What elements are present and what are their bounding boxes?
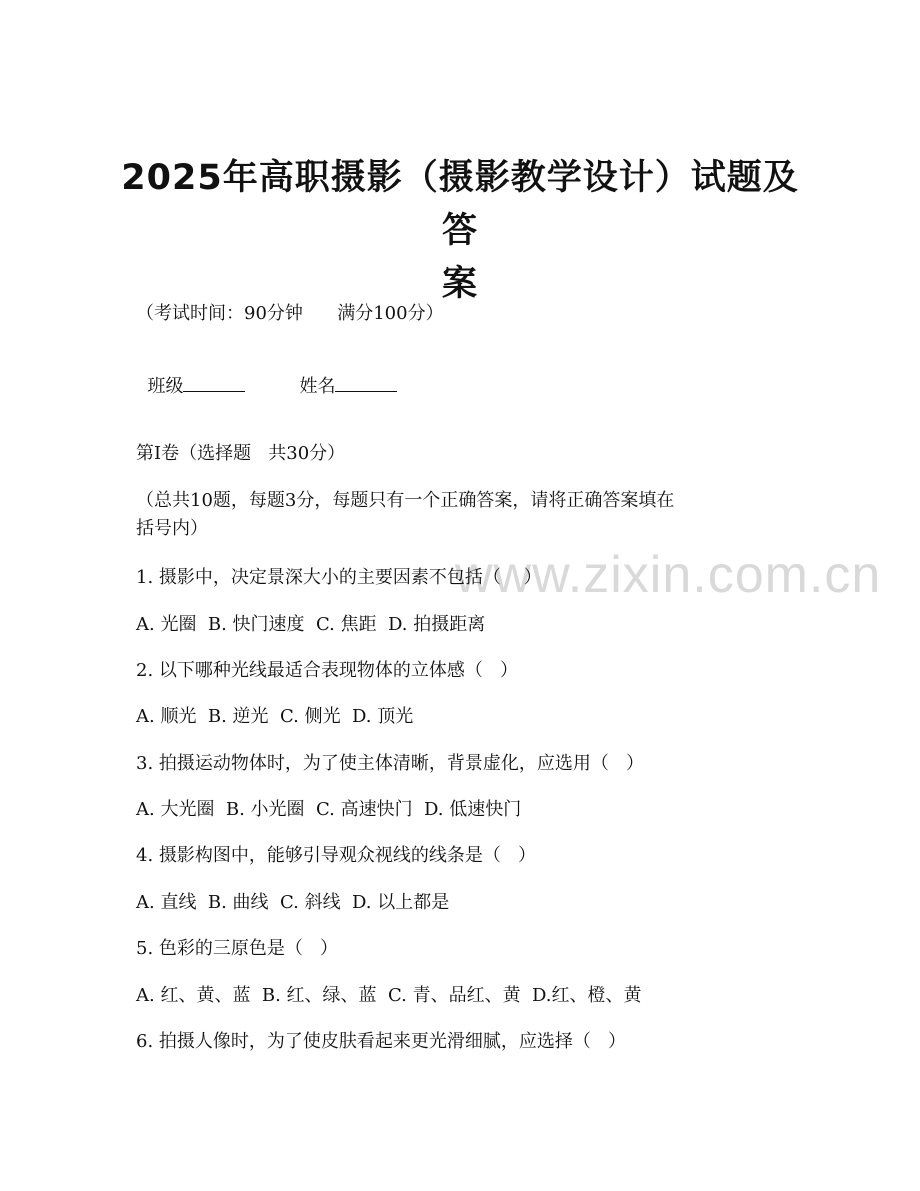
document-title [120,152,800,311]
question-2-options: A. 顺光 B. 逆光 C. 侧光 D. 顶光 [136,706,414,727]
question-4-options: A. 直线 B. 曲线 C. 斜线 D. 以上都是 [136,892,450,913]
question-2: 2. 以下哪种光线最适合表现物体的立体感（ ） [136,660,519,681]
exam-info: （考试时间：90分钟 满分100分） [136,303,444,324]
watermark: www.zixin.com.cn [455,546,882,604]
question-3: 3. 拍摄运动物体时，为了使主体清晰，背景虚化，应选用（ ） [136,753,645,774]
title-line-2: 案 [441,264,478,304]
name-label: 姓名 [299,376,336,397]
instructions-line-1: （总共10题，每题3分，每题只有一个正确答案，请将正确答案填在 [136,490,675,511]
title-line-1: 2025年高职摄影（摄影教学设计）试题及答 [121,158,799,251]
section-heading: 第I卷（选择题 共30分） [136,443,346,464]
question-1-options: A. 光圈 B. 快门速度 C. 焦距 D. 拍摄距离 [136,614,486,635]
name-blank [335,373,397,392]
class-name-row [136,351,397,398]
question-5-options: A. 红、黄、蓝 B. 红、绿、蓝 C. 青、品红、黄 D.红、橙、黄 [136,985,642,1006]
question-6: 6. 拍摄人像时，为了使皮肤看起来更光滑细腻，应选择（ ） [136,1031,627,1052]
question-3-options: A. 大光圈 B. 小光圈 C. 高速快门 D. 低速快门 [136,799,522,820]
question-4: 4. 摄影构图中，能够引导观众视线的线条是（ ） [136,845,537,866]
class-label: 班级 [147,376,184,397]
question-1: 1. 摄影中，决定景深大小的主要因素不包括（ ） [136,567,542,588]
class-blank [183,373,245,392]
instructions-line-2: 括号内） [136,518,208,539]
question-5: 5. 色彩的三原色是（ ） [136,938,339,959]
